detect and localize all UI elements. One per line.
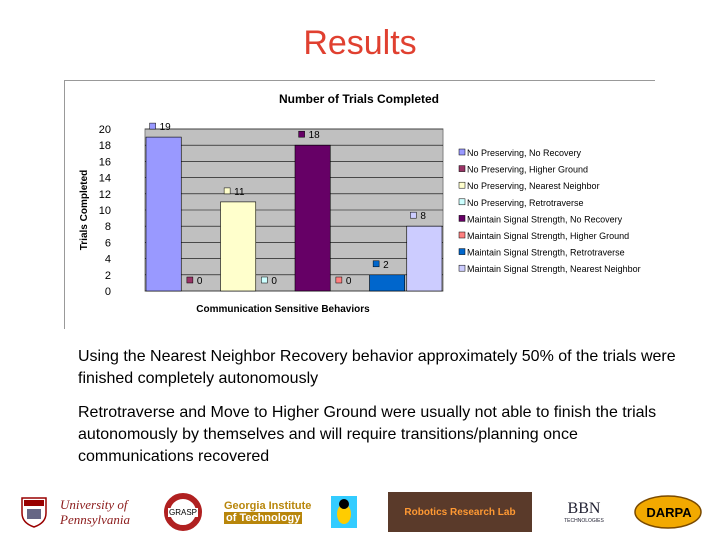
darpa-label: DARPA: [646, 504, 692, 520]
data-label-key: [150, 123, 156, 129]
data-label-key: [299, 131, 305, 137]
legend-swatch: [459, 232, 465, 238]
bar-8: [407, 226, 442, 291]
y-tick-label: 18: [98, 140, 111, 153]
bar-7: [370, 275, 405, 291]
y-axis-label: Trials Completed: [79, 169, 90, 251]
penn-shield-logo: [14, 492, 54, 532]
paragraph-2: Retrotraverse and Move to Higher Ground were usually not able to finish the trials autonomously by themselves and will require transitions/planning once communications recovered: [78, 404, 657, 465]
data-label: 11: [234, 186, 245, 198]
bbn-sublabel: TECHNOLOGIES: [564, 518, 604, 524]
legend-swatch: [459, 249, 465, 255]
bbn-logo: [560, 492, 608, 532]
legend-entry: No Preserving, No Recovery: [467, 148, 582, 158]
data-label-key: [410, 212, 416, 218]
data-label: 8: [420, 211, 426, 223]
data-label-key: [224, 188, 230, 194]
georgia-tech-logo: [224, 492, 324, 532]
grasp-logo: [158, 492, 208, 532]
bbn-label: BBN: [567, 500, 601, 517]
bar-1: [146, 137, 181, 291]
y-tick-label: 0: [104, 286, 111, 298]
darpa-logo: [634, 492, 704, 532]
legend-swatch: [459, 166, 465, 172]
bar-3: [221, 202, 256, 291]
data-label-key: [261, 277, 267, 283]
paragraph-1: Using the Nearest Neighbor Recovery behavior approximately 50% of the trials were finished completely autonomously: [78, 348, 676, 387]
chart-title: Number of Trials Completed: [278, 92, 440, 106]
legend-entry: No Preserving, Nearest Neighbor: [467, 181, 600, 192]
legend-entry: No Preserving, Retrotraverse: [467, 197, 584, 208]
legend-swatch: [459, 149, 465, 155]
data-label: 0: [345, 276, 352, 287]
legend-entry: Maintain Signal Strength, Retrotraverse: [467, 247, 625, 258]
data-label-key: [336, 277, 342, 283]
data-label-key: [187, 277, 193, 283]
gatech-line1: Georgia Institute: [224, 500, 312, 512]
legend-entry: Maintain Signal Strength, Higher Ground: [467, 231, 630, 241]
legend-swatch: [459, 265, 465, 271]
y-tick-label: 16: [98, 156, 111, 169]
y-tick-label: 8: [104, 221, 111, 234]
legend-swatch: [459, 215, 465, 221]
data-label-key: [373, 261, 379, 267]
legend-swatch: [459, 199, 465, 205]
mascot-icon: [330, 492, 358, 532]
data-label: 2: [383, 259, 389, 271]
y-tick-label: 20: [98, 124, 111, 136]
chart-container: [64, 80, 655, 329]
y-tick-label: 6: [104, 237, 111, 250]
data-label: 0: [196, 276, 203, 287]
y-tick-label: 12: [98, 188, 111, 201]
y-tick-label: 4: [104, 253, 111, 266]
data-label: 19: [159, 122, 171, 134]
bar-chart: [65, 81, 655, 329]
footer-logos: [0, 492, 720, 540]
legend-entry: No Preserving, Higher Ground: [467, 164, 589, 175]
data-label: 18: [308, 130, 320, 142]
data-label: 0: [271, 276, 277, 287]
gatech-line2: of Technology: [226, 512, 301, 524]
slide-title: Results: [303, 24, 417, 62]
legend-entry: Maintain Signal Strength, No Recovery: [467, 214, 623, 225]
y-tick-label: 14: [98, 172, 111, 185]
bar-5: [295, 145, 330, 291]
legend-entry: Maintain Signal Strength, Nearest Neighbor: [467, 264, 641, 275]
y-tick-label: 10: [98, 205, 111, 217]
x-axis-label: Communication Sensitive Behaviors: [196, 304, 370, 315]
penn-wordmark: University of Pennsylvania: [60, 497, 131, 527]
usc-robotics-logo: Robotics Research Lab: [388, 492, 532, 532]
y-tick-label: 2: [104, 269, 111, 282]
grasp-label: GRASP: [168, 507, 197, 517]
legend-swatch: [459, 182, 465, 188]
